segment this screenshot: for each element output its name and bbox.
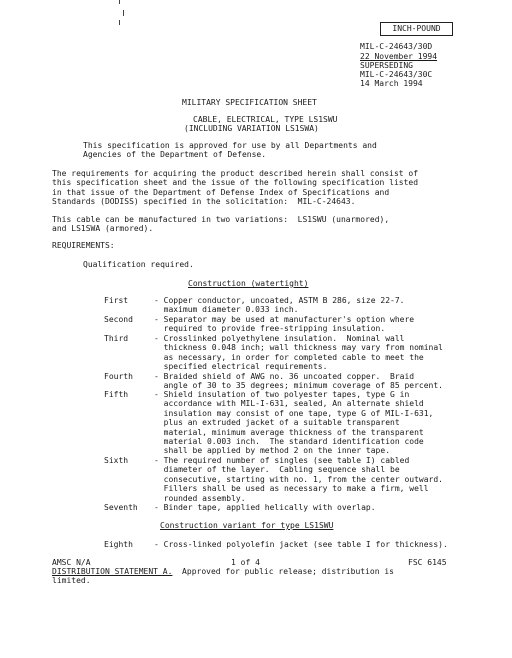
distribution-label: DISTRIBUTION STATEMENT A.: [52, 567, 173, 576]
item-text: - Separator may be used at manufacturer's option where required to provide free-stripping insulation.: [154, 315, 415, 334]
item-term: Fourth: [104, 372, 133, 381]
cable-title: CABLE, ELECTRICAL, TYPE LS1SWU: [193, 115, 338, 124]
item-text: - Braided shield of AWG no. 36 uncoated copper. Braid angle of 30 to 35 degrees; minimum coverage of 85 percent.: [154, 372, 443, 391]
construction-item: [104, 456, 443, 503]
item-text: - Shield insulation of two polyester tapes, type G in accordance with MIL-I-631, sealed, An alternate shield insulation may consist of one tape, type G of MIL-I-631, plus an extruded jacket of a suitable transparent material, minimum average thickness of the transparent material 0.003 inch. The standard identification code shall be applied by method 2 on the inner tape.: [154, 390, 434, 456]
construction-item: [104, 334, 443, 372]
construction-item: [104, 296, 404, 315]
approval-paragraph: This specification is approved for use by all Departments and Agencies of the Department of Defense.: [83, 141, 377, 160]
item-term: Second: [104, 315, 133, 324]
spec-number: MIL-C-24643/30D: [360, 42, 433, 51]
scan-mark: [119, 20, 120, 25]
construction-item: [104, 315, 414, 334]
scan-mark: [123, 10, 124, 16]
cable-variation: (INCLUDING VARIATION LS1SWA): [184, 124, 319, 133]
distribution-text: Approved for public release; distribution is: [172, 567, 394, 576]
construction-item: [104, 390, 433, 456]
item-text: - Crosslinked polyethylene insulation. Nominal wall thickness 0.048 inch; wall thickness may vary from nominal as necessary, in order for completed cable to meet the specified electrical requirements.: [154, 334, 443, 372]
item-term: First: [104, 296, 129, 305]
item-term: Seventh: [104, 503, 138, 512]
construction-item: [104, 372, 443, 391]
spec-date: 22 November 1994: [360, 52, 438, 61]
qualification-text: Qualification required.: [83, 260, 194, 269]
inch-pound-stamp: INCH-POUND: [380, 22, 453, 36]
superseding-label: SUPERSEDING: [360, 61, 413, 70]
item-text: - Binder tape, applied helically with overlap.: [154, 503, 376, 512]
scan-mark: [119, 0, 120, 4]
superseded-spec: MIL-C-24643/30C: [360, 70, 433, 79]
construction-item: [104, 503, 376, 512]
requirements-intro-paragraph: The requirements for acquiring the product described herein shall consist of this specification sheet and the issue of the following specification listed in that issue of the Department of Defense Index of Specifications and Standards (DODISS) specified in the solicitation: MIL-C-24643.: [52, 169, 419, 207]
superseded-date: 14 March 1994: [360, 79, 423, 88]
item-term: Eighth: [104, 540, 133, 549]
variant-item: [104, 540, 448, 549]
requirements-heading: REQUIREMENTS:: [52, 241, 115, 250]
distribution-statement: [52, 567, 394, 576]
item-term: Fifth: [104, 390, 129, 399]
sheet-title: MILITARY SPECIFICATION SHEET: [182, 98, 317, 107]
distribution-text-continued: limited.: [52, 576, 91, 585]
variant-heading: Construction variant for type LS1SWU: [160, 521, 334, 530]
construction-heading: Construction (watertight): [188, 279, 309, 288]
item-text: - Cross-linked polyolefin jacket (see table I for thickness).: [154, 540, 448, 549]
item-text: - The required number of singles (see table I) cabled diameter of the layer. Cabling sequence shall be consecutive, starting with no. 1, from the center outward. Fillers shall be used as necessary to make a firm, well rounded assembly.: [154, 456, 443, 503]
item-term: Sixth: [104, 456, 129, 465]
page-number: 1 of 4: [231, 558, 260, 567]
variations-paragraph: This cable can be manufactured in two variations: LS1SWU (unarmored), and LS1SWA (armored).: [52, 215, 390, 234]
item-text: - Copper conductor, uncoated, ASTM B 286, size 22-7. maximum diameter 0.033 inch.: [154, 296, 405, 315]
amsc-code: AMSC N/A: [52, 558, 91, 567]
item-term: Third: [104, 334, 129, 343]
fsc-code: FSC 6145: [408, 558, 447, 567]
